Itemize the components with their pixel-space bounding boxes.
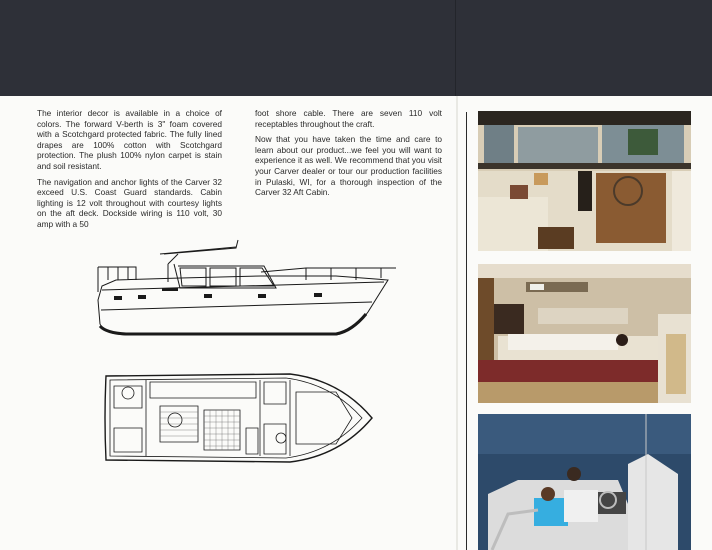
text-column-left: [37, 108, 222, 235]
brochure-spine: [456, 96, 458, 550]
boat-floor-plan-drawing: [100, 368, 375, 468]
paragraph-interior-decor: The interior decor is available in a choice of colors. The forward V-berth is 3" foam covered with a Scotchgard protected fabric. The fully lined drapes are 100% cotton with Scotchgard protection. The plush 100% nylon carpet is stain and soil resistant.: [37, 108, 222, 171]
paragraph-navigation-lights: The navigation and anchor lights of the Carver 32 exceed U.S. Coast Guard standards. Cabin lighting is 12 volt throughout with courtesy lights on the aft deck. Dockside wiring is 110 volt, 30 amp with a 50: [37, 176, 222, 229]
paragraph-shore-cable: foot shore cable. There are seven 110 volt receptables throughout the craft.: [255, 108, 442, 129]
aft-deck-photo: [478, 414, 691, 550]
column-divider-rule: [466, 112, 467, 550]
text-column-right: [255, 108, 442, 203]
paragraph-visit-dealer: Now that you have taken the time and care to learn about our product...we feel you will want to experience it as well. We recommend that you visit your Carver dealer or tour our production facilities in Pulaski, WI, for a thorough inspection of the Carver 32 Aft Cabin.: [255, 134, 442, 198]
page-fold-shadow: [455, 0, 456, 96]
cabin-berth-photo: [478, 264, 691, 403]
salon-photo: [478, 111, 691, 251]
dark-background-band: [0, 0, 712, 96]
boat-profile-drawing: [86, 232, 402, 344]
